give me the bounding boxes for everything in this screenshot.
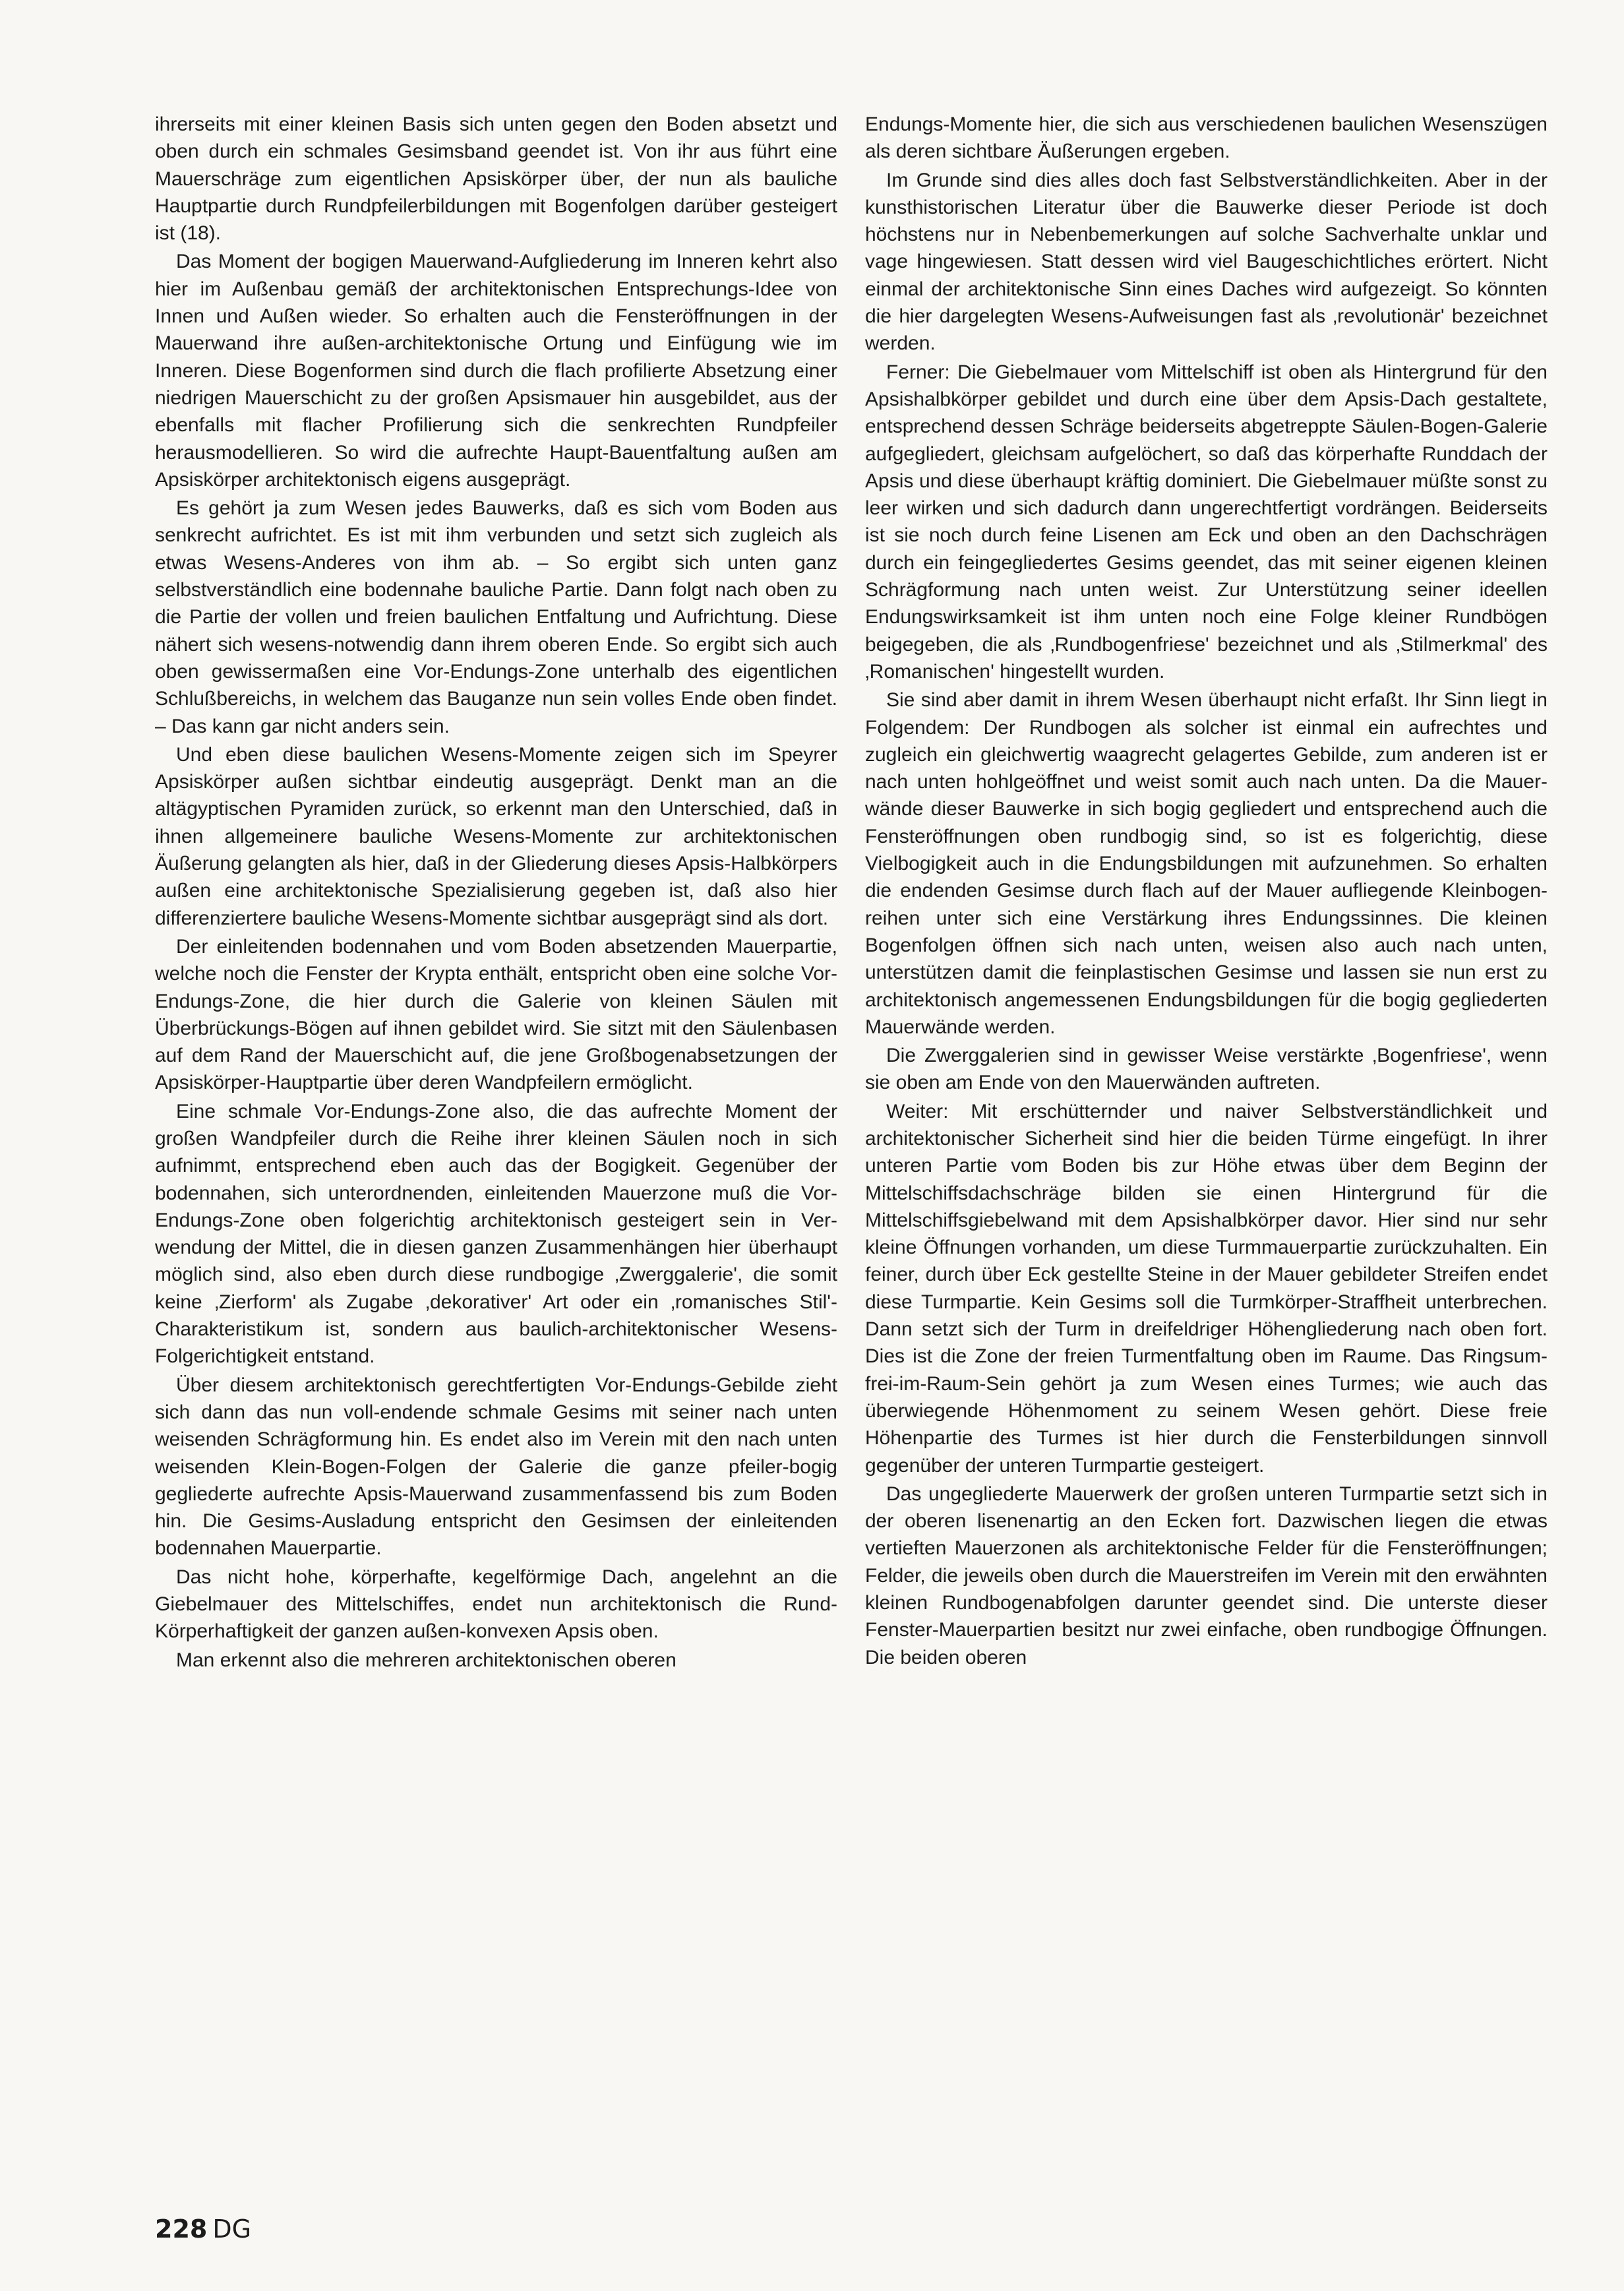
paragraph: Das Moment der bogigen Mauerwand-Aufgliederung im Inneren kehrt also hier im Außenbau gemäß der architektonischen Entsprechungs-Idee von Innen und Außen wieder. So erhalten auch die Fensteröffnungen in der Mauerwand ihre außen-architektonische Ortung und Einfügung wie im Inneren. Diese Bogenformen sind durch die flach profilierte Absetzung einer niedrigen Mauerschicht zu der großen Apsismauer hin ausgebildet, aus der ebenfalls mit flacher Profilierung sich die senkrechten Rundpfeiler herausmodellieren. So wird die aufrechte Haupt-Bauentfaltung außen am Apsiskörper architektonisch eigens ausgeprägt.: [155, 251, 837, 491]
paragraph: Endungs-Momente hier, die sich aus verschiedenen baulichen Wesenszügen als deren sichtbare Äußerungen ergeben.: [865, 113, 1548, 163]
page-footer: [155, 2215, 251, 2244]
paragraph: Es gehört ja zum Wesen jedes Bauwerks, daß es sich vom Boden aus senkrecht aufrichtet. Es ist mit ihm verbunden und setzt sich zugleich als etwas Wesens-Anderes von ihm ab. – So ergibt sich unten ganz selbstverständlich eine bodennahe bauliche Partie. Dann folgt nach oben zu die Partie der vollen und freien baulichen Entfaltung und Aufrichtung. Diese nähert sich wesens-notwendig dann ihrem oberen Ende. So ergibt sich auch oben gewissermaßen eine Vor-Endungs-Zone unterhalb des eigentlichen Schlußbereichs, in welchem das Bauganze nun sein volles Ende oben findet. – Das kann gar nicht anders sein.: [155, 497, 837, 737]
paragraph: Über diesem architektonisch gerechtfertigten Vor-Endungs-Gebilde zieht sich dann das nun voll-endende schmale Gesims mit seiner nach unten weisenden Schrägformung hin. Es endet also im Verein mit den nach unten weisenden Klein-Bogen-Folgen der Galerie die ganze pfeiler-bogig gegliederte aufrechte Apsis-Mauerwand zusammenfassend bis zum Boden hin. Die Gesims-Ausladung entspricht den Gesimsen der einleitenden bodennahen Mauerpartie.: [155, 1374, 837, 1560]
left-text-column: [155, 111, 837, 1675]
paragraph: Das nicht hohe, körperhafte, kegelförmige Dach, angelehnt an die Giebelmauer des Mittelschiffes, endet nun architektonisch die Rund-Körperhaftigkeit der ganzen außen-konvexen Apsis oben.: [155, 1566, 837, 1643]
paragraph: Und eben diese baulichen Wesens-Momente zeigen sich im Speyrer Apsiskörper außen sichtbar eindeutig ausgeprägt. Denkt man an die altägyptischen Pyramiden zurück, so erkennt man den Unterschied, daß in ihnen allgemeinere bauliche Wesens-Momente zur architektonischen Äußerung gelangten als hier, daß in der Gliederung dieses Apsis-Halbkörpers außen eine architektonische Spezialisierung gegeben ist, daß also hier differenziertere bauliche Wesens-Momente sichtbar ausgeprägt sind als dort.: [155, 743, 837, 929]
right-text-column: [865, 111, 1548, 1672]
paragraph: ihrerseits mit einer kleinen Basis sich unten gegen den Boden absetzt und oben durch ein schmales Gesimsband geendet ist. Von ihr aus führt eine Mauerschräge zum eigentlichen Apsiskörper über, der nun als bauliche Hauptpartie durch Rundpfeilerbildungen mit Bogenfolgen darüber gesteigert ist (18).: [155, 113, 837, 245]
paragraph: Die Zwerggalerien sind in gewisser Weise verstärkte ‚Bogenfriese', wenn sie oben am Ende von den Mauerwänden auftreten.: [865, 1045, 1548, 1094]
paragraph: Der einleitenden bodennahen und vom Boden absetzenden Mauerpartie, welche noch die Fenster der Krypta enthält, entspricht oben eine solche Vor-Endungs-Zone, die hier durch die Galerie von kleinen Säulen mit Überbrückungs-Bögen auf ihnen gebildet wird. Sie sitzt mit den Säulenbasen auf dem Rand der Mauerschicht auf, die jene Großbogenabsetzungen der Apsiskörper-Hauptpartie über deren Wandpfeilern ermöglicht.: [155, 935, 837, 1094]
paragraph: Sie sind aber damit in ihrem Wesen überhaupt nicht erfaßt. Ihr Sinn liegt in Folgendem: Der Rundbogen als solcher ist einmal ein aufrechtes und zugleich ein gleichwertig waagrecht gelagertes Gebilde, zum anderen ist er nach unten hohlgeöffnet und weist somit auch nach unten. Da die Mauerwände dieser Bauwerke in sich bogig gegliedert und entsprechend auch die Fensteröffnungen oben rundbogig sind, so ist es folgerichtig, diese Vielbogigkeit auch in die Endungsbildungen mit aufzunehmen. So erhalten die endenden Gesimse durch flach auf der Mauer aufliegende Kleinbogenreihen unter sich eine Verstärkung ihres Endungssinnes. Die kleinen Bogenfolgen öffnen sich nach unten, weisen also auch nach unten, unterstützen damit die feinplastischen Gesimse und lassen sie nun erst zu architektonisch angemessenen Endungsbildungen für die bogig gegliederten Mauerwände werden.: [865, 689, 1548, 1038]
paragraph: Eine schmale Vor-Endungs-Zone also, die das aufrechte Moment der großen Wandpfeiler durch die Reihe ihrer kleinen Säulen noch in sich aufnimmt, entsprechend eben auch das der Bogigkeit. Gegenüber der bodennahen, sich unterordnenden, einleitenden Mauerzone muß die Vor-Endungs-Zone oben folgerichtig architektonisch gesteigert sein in Verwendung der Mittel, die in diesen ganzen Zusammenhängen hier überhaupt möglich sind, also eben durch diese rundbogige ‚Zwerggalerie', die somit keine ‚Zierform' als Zugabe ‚dekorativer' Art oder ein ‚romanisches Stil'-Charakteristikum ist, sondern aus baulich-architektonischer Wesens-Folgerichtigkeit entstand.: [155, 1100, 837, 1368]
page-number: 228: [155, 2215, 208, 2244]
page-code: DG: [212, 2215, 252, 2244]
paragraph: Weiter: Mit erschütternder und naiver Selbstverständlichkeit und architektonischer Sicherheit sind hier die beiden Türme eingefügt. In ihrer unteren Partie vom Boden bis zur Höhe etwas über dem Beginn der Mittelschiffsdachschräge bilden sie einen Hintergrund für die Mittelschiffsgiebelwand mit dem Apsishalbkörper davor. Hier sind nur sehr kleine Öffnungen vorhanden, um diese Turmmauerpartie zurückzuhalten. Ein feiner, durch über Eck gestellte Steine in der Mauer gebildeter Streifen endet diese Turmpartie. Kein Gesims soll die Turmkörper-Straffheit unterbrechen. Dann setzt sich der Turm in dreifeldriger Höhengliederung nach oben fort. Dies ist die Zone der freien Turmentfaltung oben im Raume. Das Ringsum-frei-im-Raum-Sein gehört ja zum Wesen eines Turmes; wie auch das überwiegende Höhenmoment zu seinem Wesen gehört. Diese freie Höhenpartie des Turmes ist hier durch die Fensterbildungen sinnvoll gegenüber der unteren Turmpartie gesteigert.: [865, 1100, 1548, 1477]
paragraph: Ferner: Die Giebelmauer vom Mittelschiff ist oben als Hintergrund für den Apsishalbkörper gebildet und durch eine über dem Apsis-Dach gestaltete, entsprechend dessen Schräge beiderseits abgetreppte Säulen-Bogen-Galerie aufgegliedert, gleichsam aufgelöchert, so daß das körperhafte Runddach der Apsis und diese überhaupt kräftig dominiert. Die Giebelmauer müßte sonst zu leer wirken und sich dadurch dann ungerechtfertigt vordrängen. Beiderseits ist sie noch durch feine Lisenen am Eck und oben an den Dachschrägen durch ein feingegliedertes Gesims geendet, das mit seiner eigenen kleinen Schrägformung nach unten weist. Zur Unterstützung seiner ideellen Endungswirksamkeit ist ihm unten noch eine Folge kleiner Rundbögen beigegeben, die als ‚Rundbogenfriese' bezeichnet und als ‚Stilmerkmal' des ‚Romanischen' hingestellt wurden.: [865, 361, 1548, 683]
paragraph: Im Grunde sind dies alles doch fast Selbstverständlichkeiten. Aber in der kunsthistorischen Literatur über die Bauwerke dieser Periode ist doch höchstens nur in Nebenbemerkungen auf solche Sachverhalte unklar und vage hingewiesen. Statt dessen wird viel Baugeschichtliches erörtert. Nicht einmal der architektonische Sinn eines Daches wird aufgezeigt. So könnten die hier dargelegten Wesens-Aufweisungen fast als ‚revolutionär' bezeichnet werden.: [865, 169, 1548, 355]
paragraph: Das ungegliederte Mauerwerk der großen unteren Turmpartie setzt sich in der oberen lisenenartig an den Ecken fort. Dazwischen liegen die etwas vertieften Mauerzonen als architektonische Felder für die Fensteröffnungen; Felder, die jeweils oben durch die Mauerstreifen im Verein mit den erwähnten kleinen Rundbogenabfolgen darunter geendet sind. Die unterste dieser Fenster-Mauerpartien besitzt nur zwei einfache, oben rundbogige Öffnungen. Die beiden oberen: [865, 1482, 1548, 1668]
paragraph: Man erkennt also die mehreren architektonischen oberen: [176, 1649, 677, 1671]
